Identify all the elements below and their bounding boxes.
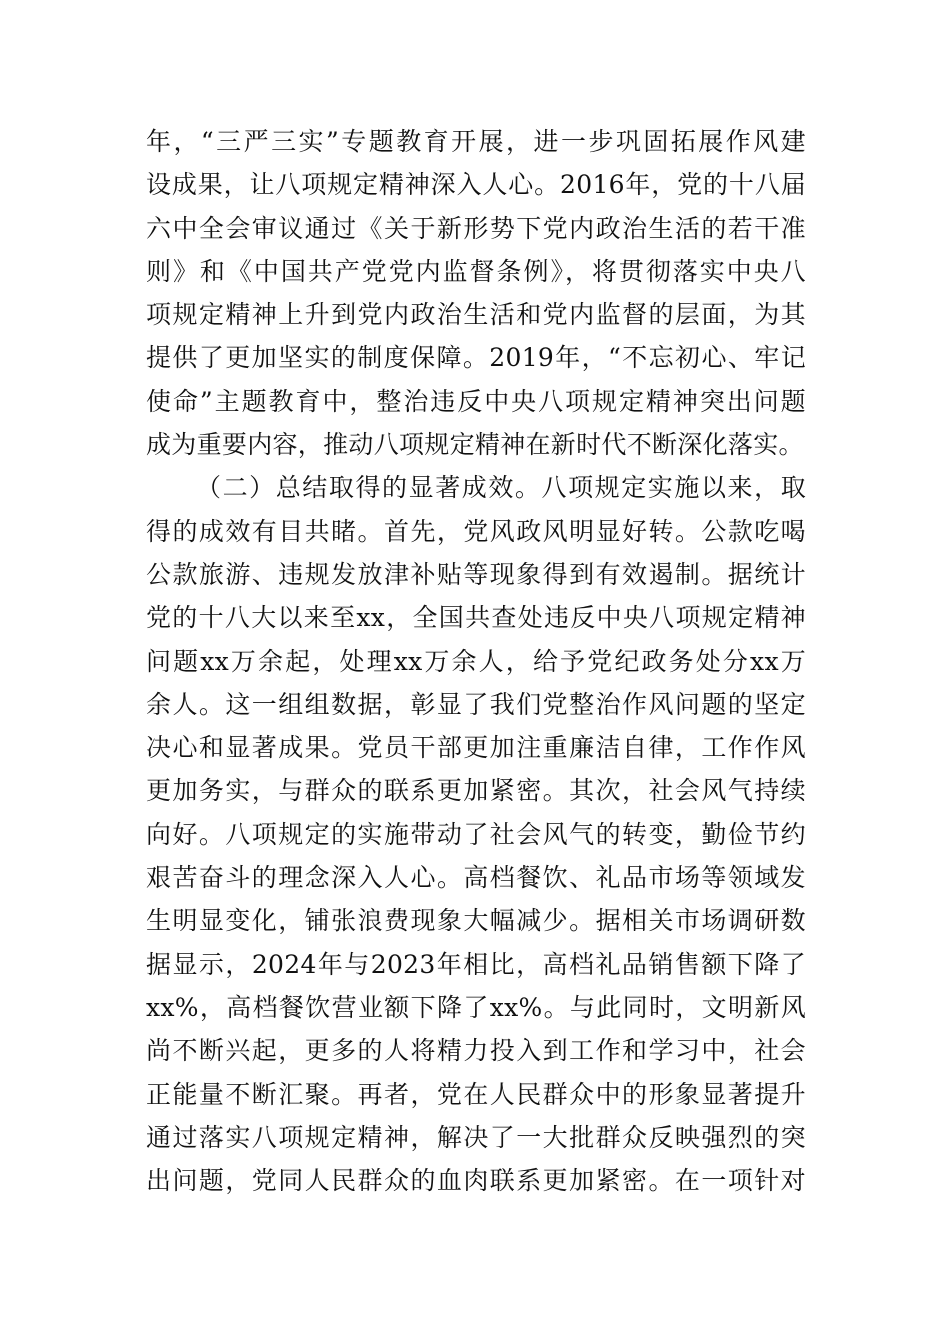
text-line: 生明显变化，铺张浪费现象大幅减少。据相关市场调研数 <box>146 906 806 936</box>
text-line: 使命”主题教育中，整治违反中央八项规定精神突出问题 <box>146 386 806 416</box>
text-line: 问题xx万余起，处理xx万余人，给予党纪政务处分xx万 <box>146 646 806 676</box>
text-line: 项规定精神上升到党内政治生活和党内监督的层面，为其 <box>146 300 806 330</box>
text-line: 艰苦奋斗的理念深入人心。高档餐饮、礼品市场等领域发 <box>146 863 806 893</box>
text-line: 得的成效有目共睹。首先，党风政风明显好转。公款吃喝 <box>146 516 806 546</box>
text-line: 通过落实八项规定精神，解决了一大批群众反映强烈的突 <box>146 1122 806 1152</box>
text-line: 成为重要内容，推动八项规定精神在新时代不断深化落实。 <box>146 430 804 460</box>
text-line: 设成果，让八项规定精神深入人心。2016年，党的十八届 <box>146 170 806 200</box>
text-line: 则》和《中国共产党党内监督条例》，将贯彻落实中央八 <box>146 256 806 286</box>
text-line: 六中全会审议通过《关于新形势下党内政治生活的若干准 <box>146 213 806 243</box>
text-line: 余人。这一组组数据，彰显了我们党整治作风问题的坚定 <box>146 689 806 719</box>
section-heading-line: （二）总结取得的显著成效。八项规定实施以来，取 <box>196 473 806 503</box>
body-text <box>146 120 806 1202</box>
text-line: 向好。八项规定的实施带动了社会风气的转变，勤俭节约 <box>146 819 806 849</box>
text-line: 出问题，党同人民群众的血肉联系更加紧密。在一项针对 <box>146 1166 806 1196</box>
text-line: 党的十八大以来至xx，全国共查处违反中央八项规定精神 <box>146 603 806 633</box>
text-line: 决心和显著成果。党员干部更加注重廉洁自律，工作作风 <box>146 733 806 763</box>
text-line: 尚不断兴起，更多的人将精力投入到工作和学习中，社会 <box>146 1036 806 1066</box>
text-line: 年，“三严三实”专题教育开展，进一步巩固拓展作风建 <box>146 127 806 156</box>
text-line: 更加务实，与群众的联系更加紧密。其次，社会风气持续 <box>146 776 806 806</box>
text-line: 提供了更加坚实的制度保障。2019年，“不忘初心、牢记 <box>146 343 806 373</box>
text-line: 公款旅游、违规发放津补贴等现象得到有效遏制。据统计 <box>146 559 806 589</box>
text-line: 据显示，2024年与2023年相比，高档礼品销售额下降了 <box>146 949 806 979</box>
text-line: 正能量不断汇聚。再者，党在人民群众中的形象显著提升 <box>146 1079 806 1109</box>
text-line: xx%，高档餐饮营业额下降了xx%。与此同时，文明新风 <box>146 992 806 1022</box>
